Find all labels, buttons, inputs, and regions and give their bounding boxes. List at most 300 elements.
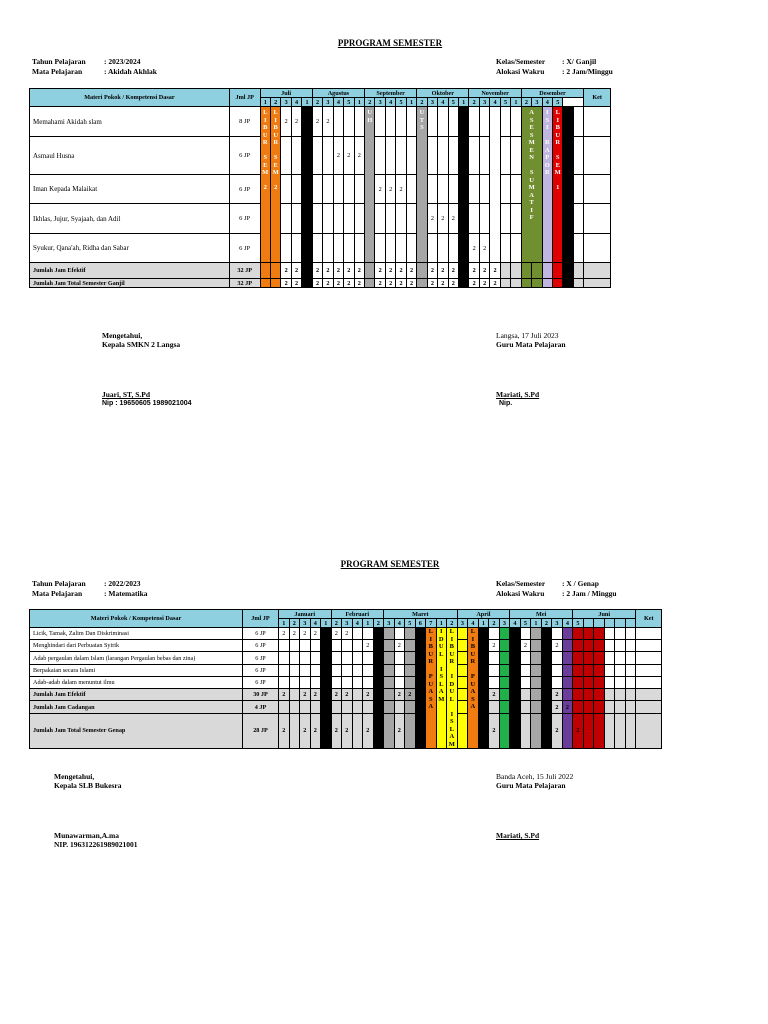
week-number: 5: [553, 98, 563, 107]
week-cell: 2: [310, 713, 321, 748]
week-cell: [552, 628, 563, 640]
week-number: 3: [375, 98, 385, 107]
week-number: 3: [384, 619, 395, 628]
week-cell: [415, 713, 426, 748]
week-number: 4: [542, 98, 552, 107]
week-cell: [405, 640, 416, 652]
week-cell: [384, 689, 395, 701]
week-cell: [615, 628, 626, 640]
week-cell: [457, 664, 468, 676]
week-number: 1: [458, 98, 469, 107]
week-cell: [583, 628, 594, 640]
week-cell: [396, 234, 406, 263]
week-cell: [615, 689, 626, 701]
kepala-title: Kepala SMKN 2 Langsa: [102, 340, 181, 349]
week-number: 2: [489, 619, 500, 628]
week-cell: 2: [375, 175, 385, 204]
week-cell: [312, 234, 322, 263]
week-cell: 2: [552, 713, 563, 748]
week-cell: [281, 204, 291, 234]
week-cell: 2: [323, 263, 333, 279]
week-cell: [499, 664, 510, 676]
table-row: [30, 107, 611, 137]
week-cell: [415, 640, 426, 652]
week-cell: [426, 628, 437, 749]
week-cell: [354, 234, 365, 263]
week-cell: [300, 652, 311, 664]
week-number: 3: [499, 619, 510, 628]
week-cell: 2: [344, 279, 354, 288]
week-cell: [562, 640, 573, 652]
week-cell: [542, 107, 552, 263]
week-cell: [553, 107, 563, 263]
week-cell: [279, 676, 290, 688]
vertical-label: L I B U R S E M 1: [554, 109, 561, 191]
header-ket: Ket: [584, 89, 611, 107]
doc2-sign-right: [496, 772, 573, 790]
week-cell: [333, 175, 343, 204]
week-cell: [532, 263, 542, 279]
week-cell: 2: [279, 689, 290, 701]
week-cell: [479, 204, 489, 234]
doc1-info-right: [496, 57, 613, 77]
week-cell: 2: [363, 713, 374, 748]
week-cell: [321, 640, 332, 652]
week-cell: [458, 175, 469, 204]
week-cell: [384, 652, 395, 664]
week-cell: 2: [385, 279, 395, 288]
week-cell: [511, 137, 522, 175]
week-cell: [573, 263, 583, 279]
week-number: 1: [436, 619, 447, 628]
week-cell: [573, 664, 584, 676]
week-cell: [594, 713, 605, 748]
week-number: 1: [531, 619, 542, 628]
doc2-info-left: [32, 579, 148, 599]
label: Mata Pelajaran: [32, 589, 83, 598]
week-cell: [541, 640, 552, 652]
week-cell: [384, 664, 395, 676]
week-cell: 2: [438, 204, 448, 234]
header-ket: Ket: [636, 610, 662, 628]
week-cell: 2: [448, 279, 458, 288]
week-cell: [457, 713, 468, 748]
summary-label: Jumlah Jam Efektif: [30, 689, 243, 701]
week-cell: [310, 664, 321, 676]
week-number: 2: [331, 619, 342, 628]
week-cell: [521, 263, 531, 279]
week-cell: 2: [354, 263, 365, 279]
jp-cell: 6 JP: [229, 137, 260, 175]
header-materi: Materi Pokok / Kompetensi Dasar: [30, 89, 230, 107]
ket-cell: [636, 689, 662, 701]
week-cell: [531, 701, 542, 713]
week-cell: [373, 713, 384, 748]
week-cell: 2: [291, 263, 301, 279]
label: Alokasi Wakru: [496, 589, 545, 598]
week-cell: [415, 628, 426, 640]
week-cell: [260, 279, 270, 288]
week-number: 3: [552, 619, 563, 628]
week-cell: [438, 175, 448, 204]
materi-cell: Syukur, Qana'ah, Ridha dan Sabar: [30, 234, 230, 263]
week-cell: [531, 640, 542, 652]
week-cell: 2: [562, 701, 573, 713]
week-cell: 2: [427, 204, 437, 234]
value: : Akidah Akhlak: [104, 67, 157, 76]
week-number: 1: [363, 619, 374, 628]
jp-cell: 6 JP: [243, 640, 279, 652]
ket-cell: [584, 204, 611, 234]
week-cell: [511, 234, 522, 263]
week-cell: [406, 204, 416, 234]
week-cell: 2: [312, 279, 322, 288]
week-cell: [448, 107, 458, 137]
doc1-info-left: [32, 57, 157, 77]
week-number: 1: [511, 98, 522, 107]
week-cell: [468, 628, 479, 749]
week-cell: [279, 652, 290, 664]
week-cell: [625, 676, 636, 688]
summary-row: [30, 701, 662, 713]
table-row: [30, 652, 662, 664]
doc2-sign-right-name: [496, 831, 539, 840]
ket-cell: [584, 175, 611, 204]
header-materi: Materi Pokok / Kompetensi Dasar: [30, 610, 243, 628]
week-cell: [406, 175, 416, 204]
week-cell: [573, 204, 583, 234]
week-cell: [573, 689, 584, 701]
week-cell: [300, 664, 311, 676]
week-cell: [489, 628, 500, 640]
week-cell: [479, 107, 489, 137]
week-cell: [331, 701, 342, 713]
week-cell: [604, 676, 615, 688]
vertical-label: U T S: [419, 109, 425, 131]
week-cell: [510, 652, 521, 664]
week-number: 4: [438, 98, 448, 107]
guru-name: Mariati, S.Pd: [496, 831, 540, 840]
week-cell: [394, 664, 405, 676]
week-cell: [521, 279, 531, 288]
label: Kelas/Semester: [496, 57, 546, 66]
week-cell: [448, 234, 458, 263]
week-cell: [478, 689, 489, 701]
week-cell: [478, 701, 489, 713]
week-cell: [448, 137, 458, 175]
week-cell: [520, 713, 531, 748]
week-cell: [310, 701, 321, 713]
week-cell: [469, 137, 479, 175]
week-cell: 2: [312, 107, 322, 137]
week-cell: [520, 652, 531, 664]
value: : X / Genap: [562, 579, 599, 588]
doc1-title: PPROGRAM SEMESTER: [337, 38, 443, 48]
ket-cell: [636, 664, 662, 676]
week-cell: [478, 713, 489, 748]
mengetahui: Mengetahui,: [54, 772, 95, 781]
jp-cell: 6 JP: [243, 676, 279, 688]
week-cell: 2: [279, 628, 290, 640]
week-cell: [447, 628, 458, 749]
label: Tahun Pelajaran: [32, 57, 86, 66]
vertical-label: A S E S M E N S U M A T I F: [528, 109, 535, 221]
week-cell: 2: [552, 689, 563, 701]
week-cell: [531, 664, 542, 676]
value: : 2023/2024: [104, 57, 141, 66]
week-cell: 2: [448, 204, 458, 234]
week-cell: [615, 713, 626, 748]
week-cell: [321, 676, 332, 688]
doc2-sign-left: [54, 772, 122, 790]
month-header: Maret: [384, 610, 458, 619]
week-cell: [520, 628, 531, 640]
week-number: 2: [373, 619, 384, 628]
week-cell: 2: [323, 279, 333, 288]
week-cell: [394, 628, 405, 640]
week-number: 2: [289, 619, 300, 628]
week-cell: 2: [344, 263, 354, 279]
week-number: 1: [279, 619, 290, 628]
week-number: 4: [291, 98, 301, 107]
week-cell: 2: [333, 279, 343, 288]
week-number: 5: [344, 98, 354, 107]
week-cell: [354, 204, 365, 234]
week-number: 1: [260, 98, 270, 107]
month-header: Desember: [521, 89, 584, 98]
week-cell: [405, 701, 416, 713]
week-cell: [363, 664, 374, 676]
week-cell: 2: [469, 234, 479, 263]
week-cell: [531, 628, 542, 640]
week-cell: [279, 701, 290, 713]
week-cell: 2: [281, 279, 291, 288]
week-cell: [427, 234, 437, 263]
week-cell: [394, 676, 405, 688]
week-cell: [321, 664, 332, 676]
week-cell: 2: [342, 628, 353, 640]
place-date: Langsa, 17 Juli 2023: [496, 331, 559, 340]
ket-cell: [636, 701, 662, 713]
week-cell: [625, 713, 636, 748]
week-cell: [489, 701, 500, 713]
place-date: Banda Aceh, 15 Juli 2022: [496, 772, 574, 781]
summary-jp: 32 JP: [229, 279, 260, 288]
vertical-label: L I B U R S E M 2: [272, 109, 279, 191]
week-cell: [583, 689, 594, 701]
week-cell: [521, 107, 542, 263]
week-cell: 2: [281, 107, 291, 137]
week-cell: [500, 263, 510, 279]
week-cell: [342, 676, 353, 688]
week-cell: [615, 701, 626, 713]
week-cell: [562, 664, 573, 676]
week-cell: [489, 664, 500, 676]
week-cell: 2: [406, 279, 416, 288]
week-cell: [478, 652, 489, 664]
ket-cell: [584, 137, 611, 175]
week-cell: 2: [552, 701, 563, 713]
week-cell: 2: [375, 263, 385, 279]
week-cell: [279, 640, 290, 652]
week-cell: [625, 628, 636, 640]
week-cell: [291, 137, 301, 175]
ket-cell: [636, 628, 662, 640]
week-cell: [323, 137, 333, 175]
week-cell: [405, 664, 416, 676]
week-cell: [511, 107, 522, 137]
summary-label: Jumlah Jam Cadangan: [30, 701, 243, 713]
week-cell: 2: [396, 263, 406, 279]
summary-jp: 32 JP: [229, 263, 260, 279]
week-cell: [289, 640, 300, 652]
week-cell: [594, 701, 605, 713]
week-number: 5: [448, 98, 458, 107]
week-cell: [499, 713, 510, 748]
week-cell: [457, 701, 468, 713]
week-cell: 2: [489, 640, 500, 652]
week-cell: [532, 279, 542, 288]
week-number: 2: [447, 619, 458, 628]
week-cell: [510, 676, 521, 688]
week-cell: [302, 137, 312, 175]
week-cell: 2: [289, 628, 300, 640]
week-cell: [573, 701, 584, 713]
guru-name: Mariati, S.Pd: [496, 390, 540, 399]
week-cell: [352, 689, 363, 701]
label: Alokasi Wakru: [496, 67, 545, 76]
table-row: [30, 628, 662, 640]
week-cell: [321, 701, 332, 713]
header-jml: Jml JP: [229, 89, 260, 107]
week-cell: [385, 137, 395, 175]
week-cell: [500, 107, 510, 137]
week-cell: [562, 689, 573, 701]
vertical-label: I D U L I S L A M: [438, 628, 445, 703]
week-cell: [583, 664, 594, 676]
week-cell: [510, 640, 521, 652]
kepala-name: Juari, ST, S.Pd: [102, 390, 150, 399]
week-cell: [331, 676, 342, 688]
week-cell: [417, 263, 427, 279]
week-cell: [291, 204, 301, 234]
week-cell: [396, 137, 406, 175]
week-number: 5: [520, 619, 531, 628]
table-row: [30, 676, 662, 688]
materi-cell: Asmaul Husna: [30, 137, 230, 175]
week-cell: [365, 263, 375, 279]
week-cell: [279, 664, 290, 676]
week-cell: [375, 234, 385, 263]
week-cell: [417, 107, 427, 263]
week-cell: [469, 175, 479, 204]
week-cell: 2: [405, 689, 416, 701]
week-cell: [469, 107, 479, 137]
week-cell: 2: [312, 263, 322, 279]
week-cell: [302, 234, 312, 263]
week-cell: [552, 676, 563, 688]
week-cell: [384, 676, 395, 688]
week-number: 5: [405, 619, 416, 628]
week-cell: [385, 204, 395, 234]
week-cell: [490, 107, 500, 263]
week-cell: 2: [448, 263, 458, 279]
week-cell: [312, 204, 322, 234]
week-cell: [552, 652, 563, 664]
week-number: 1: [321, 619, 332, 628]
vertical-label: U H: [492, 109, 498, 124]
week-cell: [333, 107, 343, 137]
week-cell: 2: [281, 263, 291, 279]
week-number: 4: [510, 619, 521, 628]
week-cell: 2: [385, 263, 395, 279]
week-cell: [573, 640, 584, 652]
summary-row: [30, 713, 662, 748]
week-cell: [270, 279, 280, 288]
week-number: [615, 619, 626, 628]
month-header: Juli: [260, 89, 312, 98]
week-cell: 2: [310, 628, 321, 640]
summary-label: Jumlah Jam Efektif: [30, 263, 230, 279]
month-header: September: [365, 89, 417, 98]
doc2-info-right: [496, 579, 617, 599]
week-cell: [604, 664, 615, 676]
week-cell: [541, 664, 552, 676]
week-cell: 2: [344, 137, 354, 175]
materi-cell: Memahami Akidah slam: [30, 107, 230, 137]
week-cell: [457, 676, 468, 688]
week-number: 3: [323, 98, 333, 107]
week-cell: 2: [300, 713, 311, 748]
week-cell: [448, 175, 458, 204]
week-cell: [405, 676, 416, 688]
week-number: 1: [302, 98, 312, 107]
week-cell: [500, 279, 510, 288]
week-cell: [479, 137, 489, 175]
week-cell: [562, 652, 573, 664]
week-number: 4: [352, 619, 363, 628]
week-cell: [458, 204, 469, 234]
week-cell: [405, 713, 416, 748]
week-cell: [594, 652, 605, 664]
week-cell: [531, 713, 542, 748]
jp-cell: 8 JP: [229, 107, 260, 137]
month-header: Agustus: [312, 89, 364, 98]
week-cell: [344, 107, 354, 137]
week-cell: [562, 713, 573, 748]
ket-cell: [636, 676, 662, 688]
week-cell: [573, 279, 583, 288]
week-cell: [289, 689, 300, 701]
week-number: 4: [490, 98, 500, 107]
week-number: 3: [427, 98, 437, 107]
week-cell: 2: [394, 640, 405, 652]
week-cell: [458, 137, 469, 175]
week-number: 2: [417, 98, 427, 107]
week-cell: [312, 137, 322, 175]
week-cell: [573, 676, 584, 688]
week-cell: [436, 628, 447, 749]
week-cell: [541, 676, 552, 688]
week-number: 2: [521, 98, 531, 107]
week-cell: [563, 234, 573, 263]
week-cell: [396, 204, 406, 234]
week-cell: [458, 234, 469, 263]
week-cell: 2: [385, 175, 395, 204]
week-cell: [302, 204, 312, 234]
week-number: 6: [415, 619, 426, 628]
ket-cell: [636, 652, 662, 664]
